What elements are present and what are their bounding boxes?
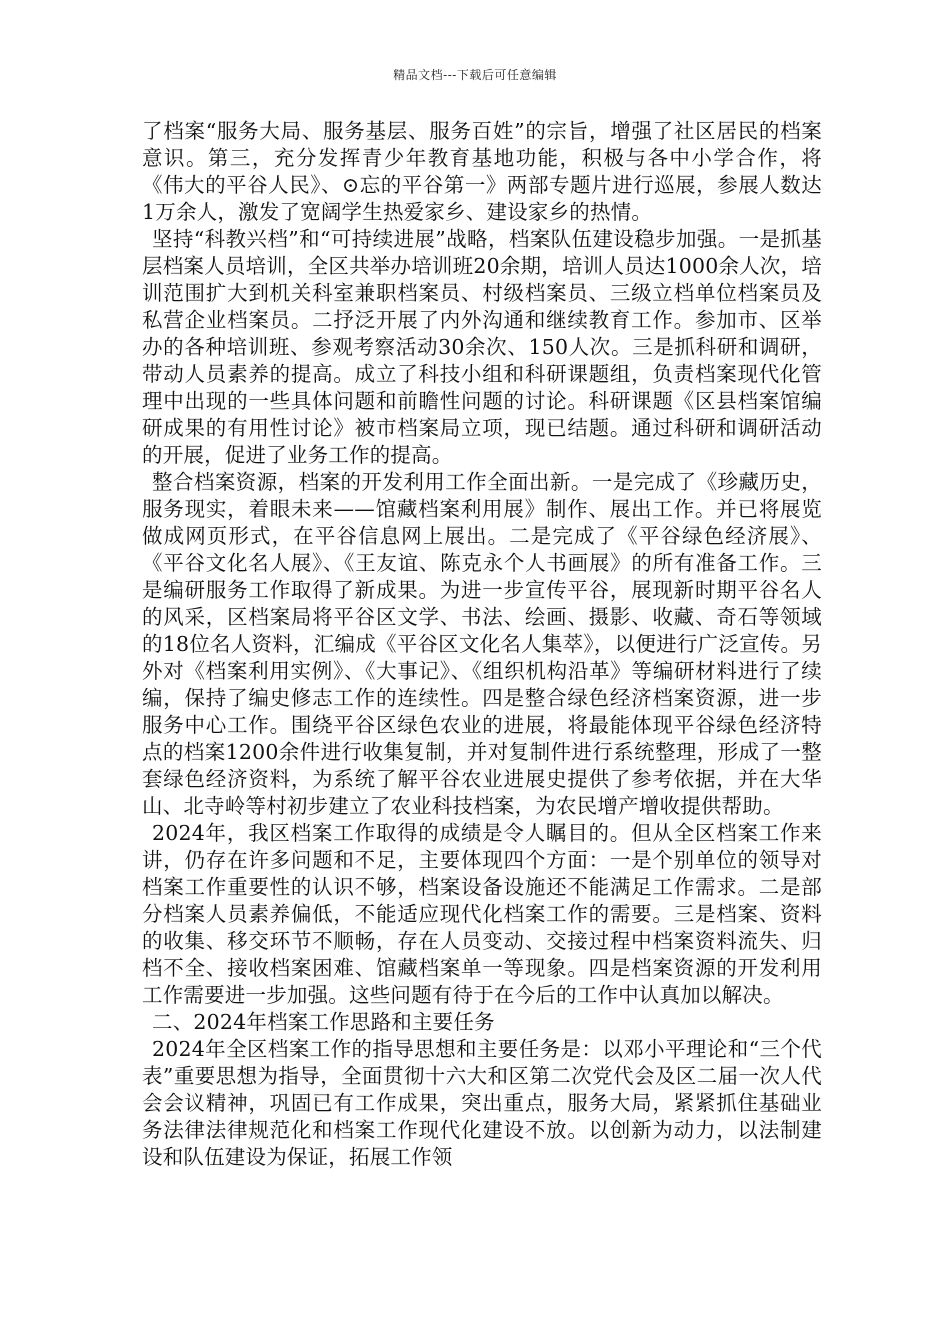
paragraph-problems: 2024年，我区档案工作取得的成绩是令人瞩目的。但从全区档案工作来讲，仍存在许多问题和不足，主要体现四个方面：一是个别单位的领导对档案工作重要性的认识不够，档案设备设施还不能满足工作需求。二是部分档案人员素养偏低，不能适应现代化档案工作的需要。三是档案、资料的收集、移交环节不顺畅，存在人员变动、交接过程中档案资料流失、归档不全、接收档案困难、馆藏档案单一等现象。四是档案资源的开发利用工作需要进一步加强。这些问题有待于在今后的工作中认真加以解决。 <box>142 821 822 1007</box>
paragraph-team-building: 坚持“科教兴档”和“可持续进展”战略，档案队伍建设稳步加强。一是抓基层档案人员培训，全区共举办培训班20余期，培训人员达1000余人次，培训范围扩大到机关科室兼职档案员、村级档案员、三级立档单位档案员及私营企业档案员。二抒泛开展了内外沟通和继续教育工作。参加市、区举办的各种培训班、参观考察活动30余次、150人次。三是抓科研和调研，带动人员素养的提高。成立了科技小组和科研课题组，负责档案现代化管理中出现的一些具体问题和前瞻性问题的讨论。科研课题《区县档案馆编研成果的有用性讨论》被市档案局立项，现已结题。通过科研和调研活动的开展，促进了业务工作的提高。 <box>142 227 822 467</box>
document-body <box>142 118 822 1171</box>
paragraph-resource-integration: 整合档案资源，档案的开发利用工作全面出新。一是完成了《珍藏历史，服务现实，着眼未来——馆藏档案利用展》制作、展出工作。并已将展览做成网页形式，在平谷信息网上展出。二是完成了《平谷绿色经济展》、《平谷文化名人展》、《王友谊、陈克永个人书画展》的所有准备工作。三是编研服务工作取得了新成果。为进一步宣传平谷，展现新时期平谷名人的风采，区档案局将平谷区文学、书法、绘画、摄影、收藏、奇石等领域的18位名人资料，汇编成《平谷区文化名人集萃》，以便进行广泛宣传。另外对《档案利用实例》、《大事记》、《组织机构沿革》等编研材料进行了续编，保持了编史修志工作的连续性。四是整合绿色经济档案资源，进一步服务中心工作。围绕平谷区绿色农业的进展，将最能体现平谷绿色经济特点的档案1200余件进行收集复制，并对复制件进行系统整理，形成了一整套绿色经济资料，为系统了解平谷农业进展史提供了参考依据，并在大华山、北寺岭等村初步建立了农业科技档案，为农民增产增收提供帮助。 <box>142 470 822 818</box>
paragraph-continuation: 了档案“服务大局、服务基层、服务百姓”的宗旨，增强了社区居民的档案意识。第三，充分发挥青少年教育基地功能，积极与各中小学合作，将《伟大的平谷人民》、⊙忘的平谷第一》两部专题片进行巡展，参展人数达1万余人，激发了宽阔学生热爱家乡、建设家乡的热情。 <box>142 119 822 224</box>
section-heading: 二、2024年档案工作思路和主要任务 <box>152 1010 495 1034</box>
page-header: 精品文档---下载后可任意编辑 <box>393 68 557 82</box>
paragraph-guiding-thought: 2024年全区档案工作的指导思想和主要任务是：以邓小平理论和“三个代表”重要思想为指导，全面贯彻十六大和区第二次党代会及区二届一次人代会会议精神，巩固已有工作成果，突出重点，服务大局，紧紧抓住基础业务法律法律规范化和档案工作现代化建设不放。以创新为动力，以法制建设和队伍建设为保证，拓展工作领 <box>142 1037 822 1169</box>
